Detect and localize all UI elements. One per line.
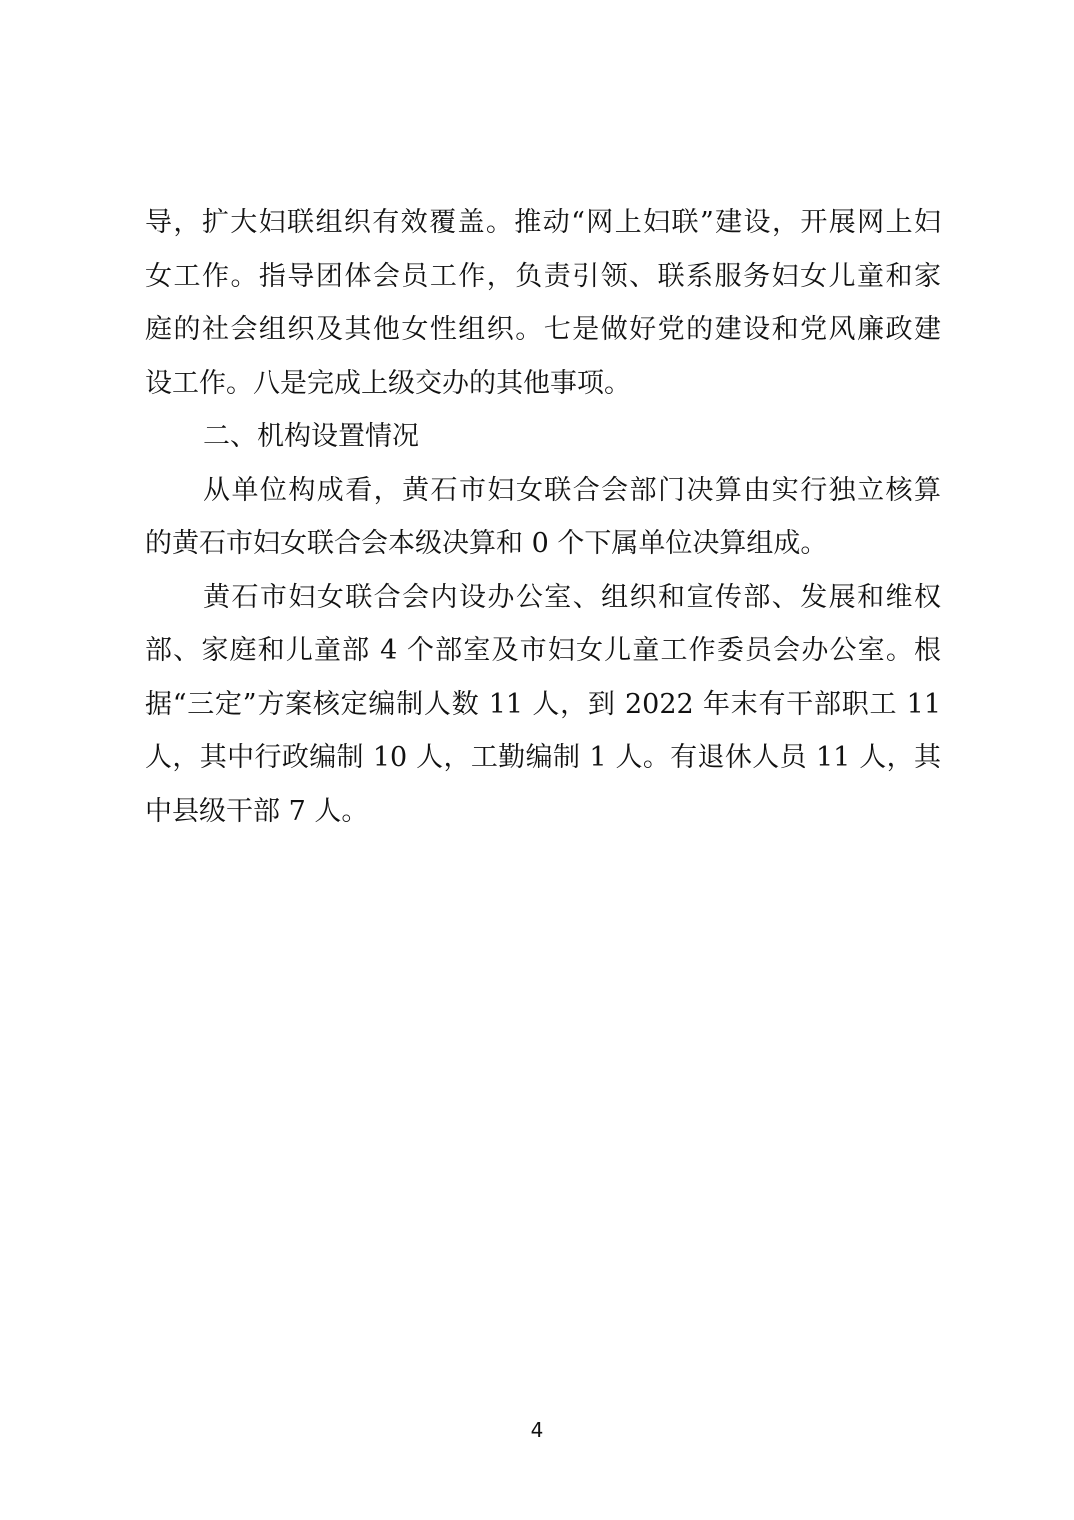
page-number: 4 [530, 1418, 544, 1442]
paragraph-line: 据“三定”方案核定编制人数 11 人，到 2022 年末有干部职工 11 [145, 688, 941, 720]
paragraph-line: 女工作。指导团体会员工作，负责引领、联系服务妇女儿童和家 [145, 260, 941, 292]
paragraph-line: 中县级干部 7 人。 [145, 795, 369, 827]
paragraph-line: 的黄石市妇女联合会本级决算和 0 个下属单位决算组成。 [145, 528, 828, 559]
paragraph-line: 部、家庭和儿童部 4 个部室及市妇女儿童工作委员会办公室。根 [145, 635, 941, 666]
section-heading: 二、机构设置情况 [203, 421, 419, 452]
paragraph-line: 黄石市妇女联合会内设办公室、组织和宣传部、发展和维权 [203, 581, 941, 613]
paragraph-line: 庭的社会组织及其他女性组织。七是做好党的建设和党风廉政建 [145, 314, 941, 345]
body-text [145, 196, 941, 838]
paragraph-line: 设工作。八是完成上级交办的其他事项。 [145, 367, 631, 399]
paragraph-line: 人，其中行政编制 10 人，工勤编制 1 人。有退休人员 11 人，其 [145, 742, 941, 773]
paragraph-line: 从单位构成看，黄石市妇女联合会部门决算由实行独立核算 [203, 474, 941, 506]
paragraph-line: 导，扩大妇联组织有效覆盖。推动“网上妇联”建设，开展网上妇 [145, 207, 941, 238]
